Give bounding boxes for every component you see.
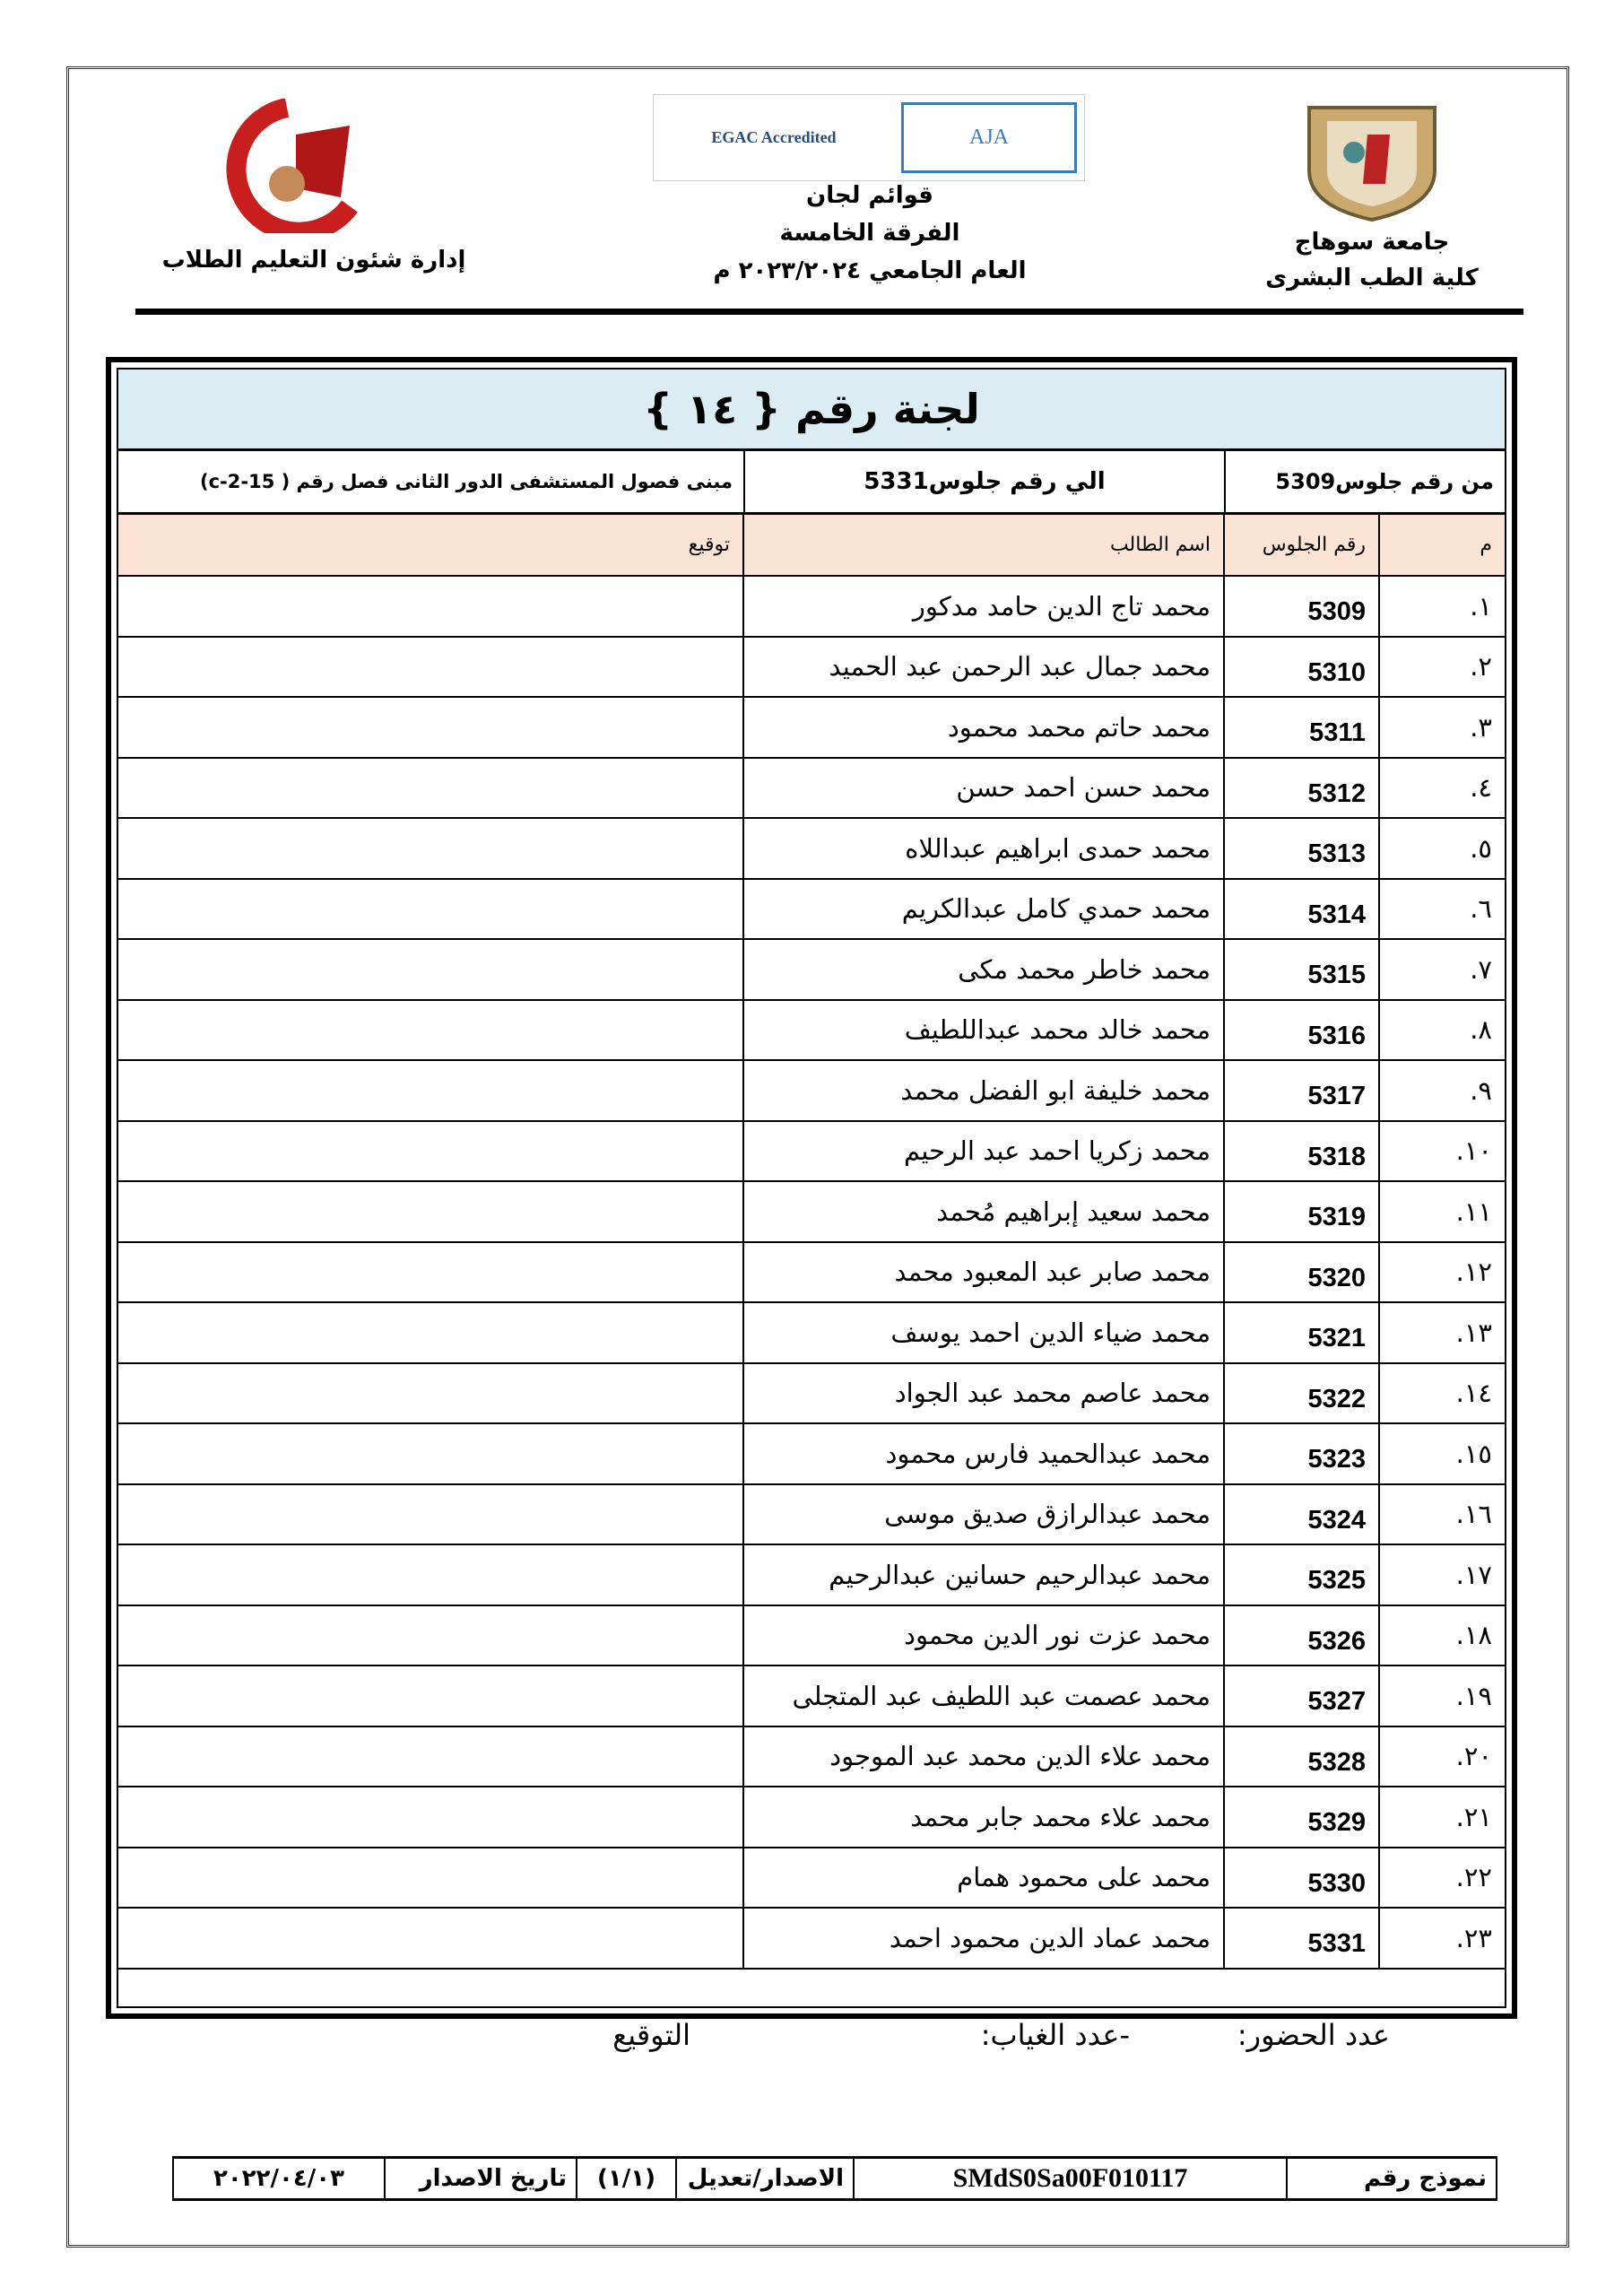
- seat-number: 5319: [1224, 1181, 1379, 1242]
- student-row: [118, 758, 1505, 819]
- committee-table: [106, 357, 1517, 2019]
- row-number: ٥.: [1379, 818, 1505, 879]
- signature-cell[interactable]: [118, 637, 743, 698]
- row-number: ١٦.: [1379, 1484, 1505, 1545]
- student-name: محمد على محمود همام: [743, 1848, 1224, 1909]
- form-info-bar: [172, 2156, 1497, 2201]
- student-name: محمد عبدالرحيم حسانين عبدالرحيم: [743, 1544, 1224, 1605]
- seat-number: 5325: [1224, 1544, 1379, 1605]
- student-name: محمد حسن احمد حسن: [743, 758, 1224, 819]
- seat-number: 5312: [1224, 758, 1379, 819]
- student-row: [118, 697, 1505, 758]
- signature-cell[interactable]: [118, 818, 743, 879]
- row-number: ١٧.: [1379, 1544, 1505, 1605]
- column-header-signature: توقيع: [118, 515, 743, 576]
- row-number: ١٣.: [1379, 1302, 1505, 1363]
- signature-cell[interactable]: [118, 879, 743, 940]
- version-value: (١/١): [576, 2159, 675, 2198]
- column-header-seat: رقم الجلوس: [1224, 515, 1379, 576]
- seat-number: 5310: [1224, 637, 1379, 698]
- row-number: ١١.: [1379, 1181, 1505, 1242]
- seat-number: 5317: [1224, 1060, 1379, 1121]
- signature-cell[interactable]: [118, 1484, 743, 1545]
- row-number: ١٢.: [1379, 1242, 1505, 1303]
- row-number: ٢٣.: [1379, 1908, 1505, 1969]
- signature-cell[interactable]: [118, 1665, 743, 1726]
- signature-cell[interactable]: [118, 1787, 743, 1848]
- student-name: محمد ضياء الدين احمد يوسف: [743, 1302, 1224, 1363]
- student-row: [118, 939, 1505, 1000]
- student-name: محمد تاج الدين حامد مدكور: [743, 576, 1224, 637]
- column-header-num: م: [1379, 515, 1505, 576]
- student-name: محمد عاصم محمد عبد الجواد: [743, 1363, 1224, 1424]
- student-name: محمد حمدى ابراهيم عبداللاه: [743, 818, 1224, 879]
- seat-number: 5330: [1224, 1848, 1379, 1909]
- signature-cell[interactable]: [118, 1121, 743, 1182]
- aja-logo: AJA: [901, 102, 1077, 173]
- student-name: محمد حمدي كامل عبدالكريم: [743, 879, 1224, 940]
- seat-number: 5321: [1224, 1302, 1379, 1363]
- signature-cell[interactable]: [118, 758, 743, 819]
- signature-cell[interactable]: [118, 1605, 743, 1666]
- seat-number: 5318: [1224, 1121, 1379, 1182]
- seat-number: 5324: [1224, 1484, 1379, 1545]
- row-number: ٢٠.: [1379, 1726, 1505, 1787]
- student-name: محمد عماد الدين محمود احمد: [743, 1908, 1224, 1969]
- signature-cell[interactable]: [118, 1302, 743, 1363]
- student-name: محمد حاتم محمد محمود: [743, 697, 1224, 758]
- committee-info-row: [118, 451, 1505, 515]
- student-row: [118, 1544, 1505, 1605]
- seat-range-from: من رقم جلوس5309: [1224, 451, 1505, 512]
- row-number: ١٩.: [1379, 1665, 1505, 1726]
- signature-cell[interactable]: [118, 939, 743, 1000]
- student-row: [118, 1423, 1505, 1484]
- egac-logo: EGAC Accredited: [711, 128, 837, 146]
- row-number: ٤.: [1379, 758, 1505, 819]
- row-number: ٣.: [1379, 697, 1505, 758]
- row-number: ٧.: [1379, 939, 1505, 1000]
- student-name: محمد عبدالحميد فارس محمود: [743, 1423, 1224, 1484]
- row-number: ٢.: [1379, 637, 1505, 698]
- row-number: ٩.: [1379, 1060, 1505, 1121]
- student-row: [118, 1726, 1505, 1787]
- row-number: ٦.: [1379, 879, 1505, 940]
- student-row: [118, 576, 1505, 637]
- student-name: محمد سعيد إبراهيم مُحمد: [743, 1181, 1224, 1242]
- seat-number: 5311: [1224, 697, 1379, 758]
- signature-cell[interactable]: [118, 1848, 743, 1909]
- university-name: جامعة سوهاج: [1294, 229, 1450, 256]
- issue-date: ٢٠٢٢/٠٤/٠٣: [172, 2159, 384, 2198]
- student-name: محمد عبدالرازق صديق موسى: [743, 1484, 1224, 1545]
- student-row: [118, 1302, 1505, 1363]
- row-number: ١٥.: [1379, 1423, 1505, 1484]
- signature-cell[interactable]: [118, 1908, 743, 1969]
- row-number: ٨.: [1379, 1000, 1505, 1061]
- student-row: [118, 1665, 1505, 1726]
- seat-number: 5328: [1224, 1726, 1379, 1787]
- signature-cell[interactable]: [118, 1726, 743, 1787]
- row-number: ١٤.: [1379, 1363, 1505, 1424]
- attendance-count-label: عدد الحضور:: [1237, 2018, 1390, 2052]
- issue-date-label: تاريخ الاصدار: [384, 2159, 576, 2198]
- header-lists-title: قوائم لجان: [806, 182, 933, 209]
- signature-cell[interactable]: [118, 1423, 743, 1484]
- signature-cell[interactable]: [118, 1000, 743, 1061]
- seat-number: 5322: [1224, 1363, 1379, 1424]
- student-name: محمد صابر عبد المعبود محمد: [743, 1242, 1224, 1303]
- signature-cell[interactable]: [118, 1363, 743, 1424]
- signature-cell[interactable]: [118, 1242, 743, 1303]
- form-number: SMdS0Sa00F010117: [853, 2159, 1286, 2198]
- student-affairs-department: إدارة شئون التعليم الطلاب: [161, 247, 466, 274]
- student-name: محمد زكريا احمد عبد الرحيم: [743, 1121, 1224, 1182]
- seat-number: 5313: [1224, 818, 1379, 879]
- seat-range-to: الي رقم جلوس5331: [743, 451, 1224, 512]
- signature-cell[interactable]: [118, 697, 743, 758]
- row-number: ١.: [1379, 576, 1505, 637]
- student-name: محمد خليفة ابو الفضل محمد: [743, 1060, 1224, 1121]
- row-number: ٢١.: [1379, 1787, 1505, 1848]
- student-row: [118, 818, 1505, 879]
- student-row: [118, 1121, 1505, 1182]
- student-row: [118, 637, 1505, 698]
- seat-number: 5309: [1224, 576, 1379, 637]
- seat-number: 5320: [1224, 1242, 1379, 1303]
- form-number-label: نموذج رقم: [1286, 2159, 1497, 2198]
- signature-cell[interactable]: [118, 1544, 743, 1605]
- row-number: ١٠.: [1379, 1121, 1505, 1182]
- student-name: محمد علاء الدين محمد عبد الموجود: [743, 1726, 1224, 1787]
- table-header-row: [118, 515, 1505, 576]
- header-academic-year: العام الجامعي ٢٠٢٣/٢٠٢٤ م: [713, 257, 1027, 284]
- students-table: [118, 515, 1505, 1970]
- student-name: محمد علاء محمد جابر محمد: [743, 1787, 1224, 1848]
- student-row: [118, 1605, 1505, 1666]
- row-number: ٢٢.: [1379, 1848, 1505, 1909]
- seat-number: 5326: [1224, 1605, 1379, 1666]
- version-label: الاصدار/تعديل: [675, 2159, 853, 2198]
- student-row: [118, 1484, 1505, 1545]
- column-header-name: اسم الطالب: [743, 515, 1224, 576]
- student-row: [118, 1242, 1505, 1303]
- header-year-level: الفرقة الخامسة: [779, 220, 960, 247]
- student-row: [118, 1787, 1505, 1848]
- student-name: محمد خالد محمد عبداللطيف: [743, 1000, 1224, 1061]
- student-row: [118, 879, 1505, 940]
- absence-count-label: -عدد الغياب:: [980, 2018, 1130, 2052]
- committee-title: لجنة رقم { ١٤ }: [118, 370, 1505, 451]
- student-name: محمد خاطر محمد مكى: [743, 939, 1224, 1000]
- seat-number: 5327: [1224, 1665, 1379, 1726]
- seat-number: 5331: [1224, 1908, 1379, 1969]
- university-crest-logo: [1291, 99, 1453, 224]
- signature-cell[interactable]: [118, 576, 743, 637]
- row-number: ١٨.: [1379, 1605, 1505, 1666]
- faculty-name: كلية الطب البشرى: [1265, 265, 1479, 291]
- seat-number: 5316: [1224, 1000, 1379, 1061]
- student-row: [118, 1060, 1505, 1121]
- student-row: [118, 1363, 1505, 1424]
- signature-cell[interactable]: [118, 1181, 743, 1242]
- signature-label: التوقيع: [612, 2018, 690, 2052]
- student-name: محمد جمال عبد الرحمن عبد الحميد: [743, 637, 1224, 698]
- seat-number: 5329: [1224, 1787, 1379, 1848]
- seat-number: 5315: [1224, 939, 1379, 1000]
- student-row: [118, 1181, 1505, 1242]
- committee-location: مبنى فصول المستشفى الدور الثانى فصل رقم ( 15-2-c): [199, 471, 733, 492]
- student-name: محمد عزت نور الدين محمود: [743, 1605, 1224, 1666]
- student-row: [118, 1908, 1505, 1969]
- seat-number: 5323: [1224, 1423, 1379, 1484]
- header-divider: [135, 309, 1523, 315]
- student-row: [118, 1848, 1505, 1909]
- student-name: محمد عصمت عبد اللطيف عبد المتجلى: [743, 1665, 1224, 1726]
- student-row: [118, 1000, 1505, 1061]
- seat-number: 5314: [1224, 879, 1379, 940]
- faculty-of-medicine-logo: [170, 99, 404, 233]
- certification-logos: [653, 94, 1085, 181]
- signature-cell[interactable]: [118, 1060, 743, 1121]
